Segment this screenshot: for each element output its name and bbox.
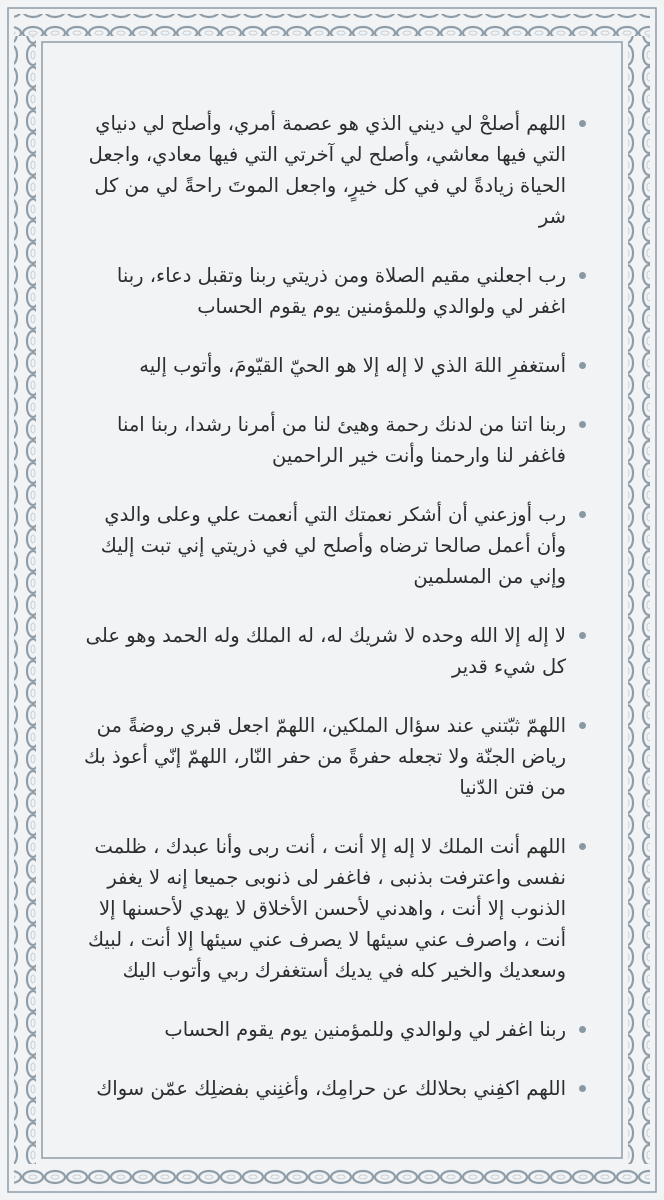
list-item bbox=[80, 710, 584, 803]
dua-text: رب اجعلني مقيم الصلاة ومن ذريتي ربنا وتقبل دعاء، ربنا اغفر لي ولوالدي وللمؤمنين يوم يقوم الحساب bbox=[116, 264, 566, 318]
list-item bbox=[80, 499, 584, 592]
dua-text: اللهم أنت الملك لا إله إلا أنت ، أنت ربى وأنا عبدك ، ظلمت نفسى واعترفت بذنبى ، فاغفر لى ذنوبى جميعا إنه لا يغفر الذنوب إلا أنت ، واهدني لأحسن الأخلاق لا يهدي لأحسنها إلا أنت ، واصرف عني سيئها لا يصرف عني سيئها إلا أنت ، لبيك وسعديك والخير كله في يديك أستغفرك ربي وأتوب اليك bbox=[87, 835, 566, 982]
bullet-icon bbox=[579, 511, 586, 518]
list-item bbox=[80, 260, 584, 322]
list-item bbox=[80, 620, 584, 682]
bullet-icon bbox=[579, 362, 586, 369]
list-item bbox=[80, 409, 584, 471]
list-item bbox=[80, 108, 584, 232]
bullet-icon bbox=[579, 120, 586, 127]
dua-text: اللهم اكفِني بحلالك عن حرامِك، وأغنِني بفضلِك عمّن سواك bbox=[96, 1077, 566, 1100]
dua-text: أستغفرِ اللهَ الذي لا إله إلا هو الحيّ القيّومَ، وأتوب إليه bbox=[139, 354, 566, 377]
bullet-icon bbox=[579, 632, 586, 639]
dua-list bbox=[80, 108, 584, 1132]
bullet-icon bbox=[579, 722, 586, 729]
bullet-icon bbox=[579, 843, 586, 850]
dua-text: اللهم أصلحْ لي ديني الذي هو عصمة أمري، وأصلح لي دنياي التي فيها معاشي، وأصلح لي آخرتي التي فيها معادي، واجعل الحياة زيادةً لي في كل خيرٍ، واجعل الموتَ راحةً لي من كل شر bbox=[88, 112, 566, 228]
list-item bbox=[80, 1073, 584, 1104]
dua-text: ربنا اغفر لي ولوالدي وللمؤمنين يوم يقوم الحساب bbox=[164, 1018, 566, 1041]
dua-text: ربنا اتنا من لدنك رحمة وهيئ لنا من أمرنا رشدا، ربنا امنا فاغفر لنا وارحمنا وأنت خير الراحمين bbox=[117, 413, 566, 467]
list-item bbox=[80, 1014, 584, 1045]
list-item bbox=[80, 350, 584, 381]
bullet-icon bbox=[579, 272, 586, 279]
dua-text: اللهمّ ثبّتني عند سؤال الملكين، اللهمّ اجعل قبري روضةً من رياض الجنّة ولا تجعله حفرةً من حفر النّار، اللهمّ إنّي أعوذ بك من فتن الدّنيا bbox=[83, 714, 566, 799]
bullet-icon bbox=[579, 1085, 586, 1092]
list-item bbox=[80, 831, 584, 986]
dua-text: لا إله إلا الله وحده لا شريك له، له الملك وله الحمد وهو على كل شيء قدير bbox=[85, 624, 566, 678]
dua-text: رب أوزعني أن أشكر نعمتك التي أنعمت علي وعلى والدي وأن أعمل صالحا ترضاه وأصلح لي في ذريتي إني تبت إليك وإني من المسلمين bbox=[100, 503, 566, 588]
bullet-icon bbox=[579, 1026, 586, 1033]
bullet-icon bbox=[579, 421, 586, 428]
